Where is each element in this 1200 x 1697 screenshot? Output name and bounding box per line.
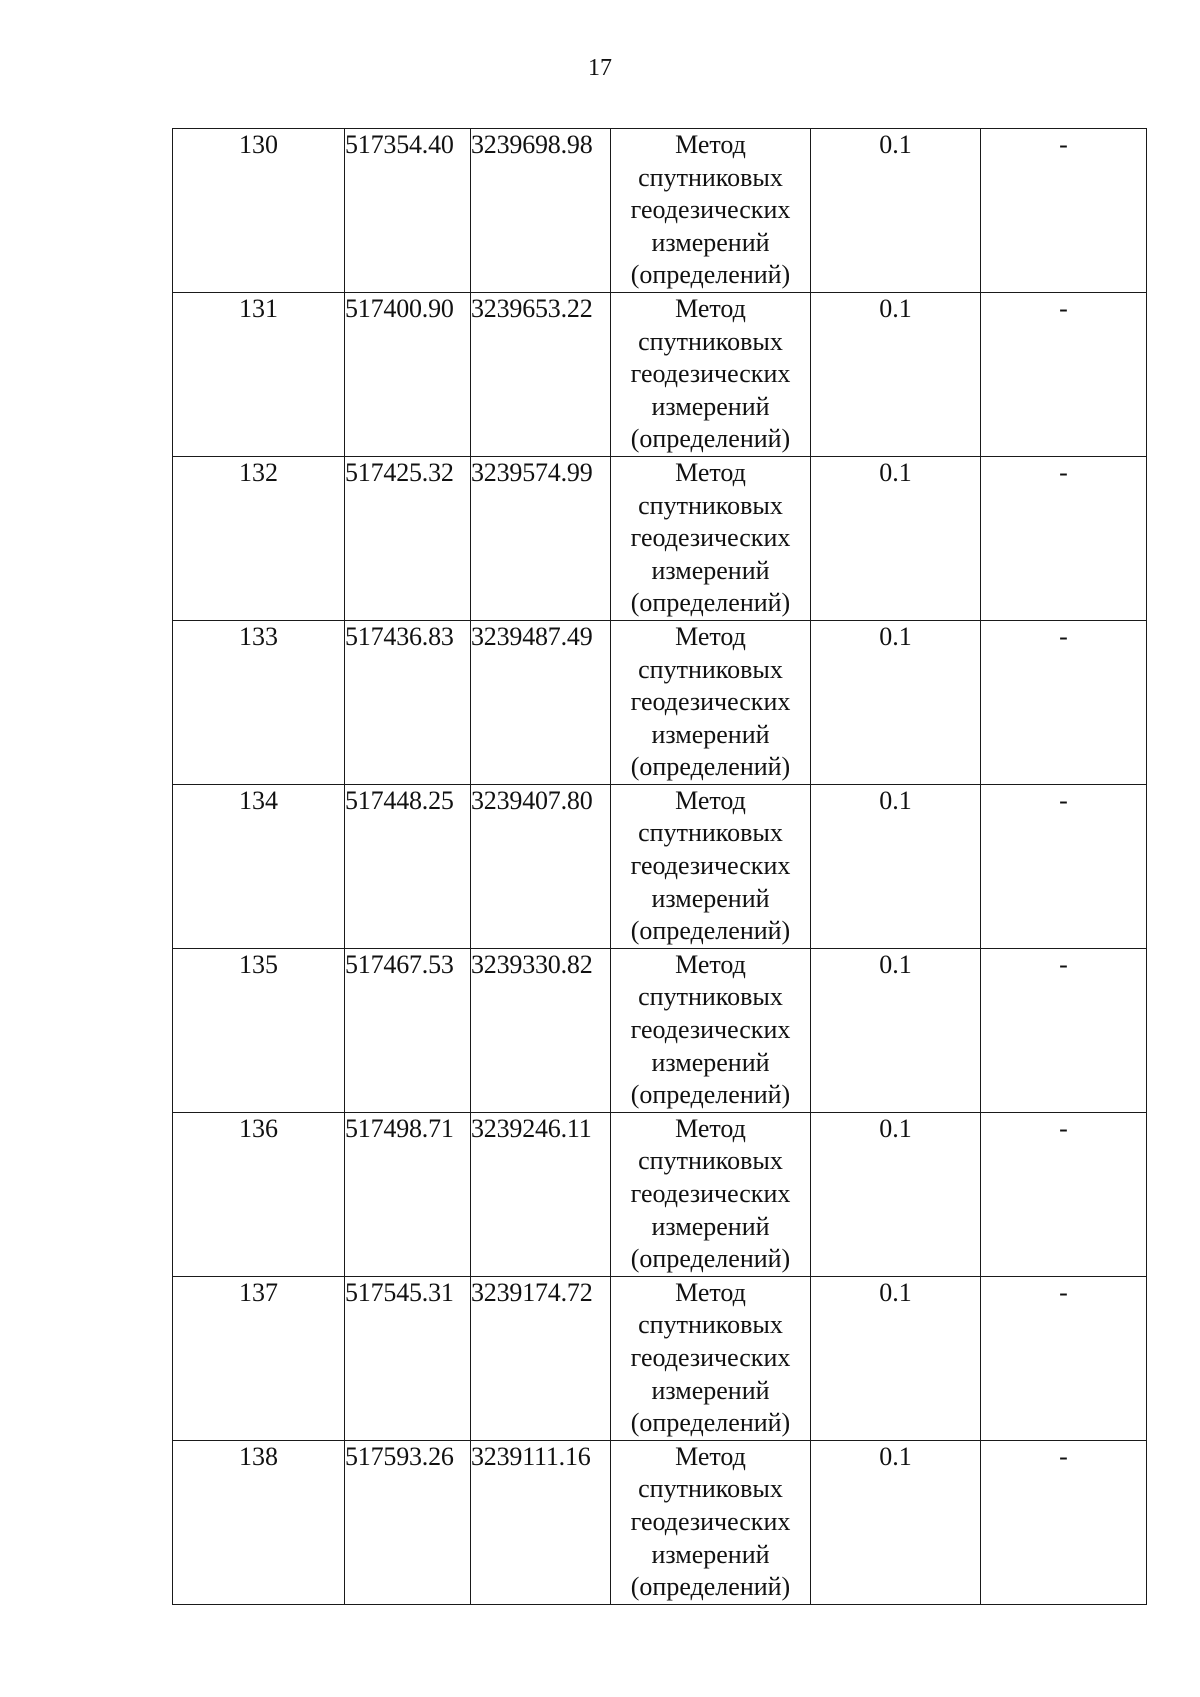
extra-cell: - — [981, 1440, 1147, 1604]
y-coordinate-cell: 3239330.82 — [471, 948, 611, 1112]
method-line: Метод — [675, 293, 746, 323]
y-coordinate-cell: 3239653.22 — [471, 292, 611, 456]
method-line: геодезических — [630, 1015, 791, 1045]
point-number-cell: 131 — [173, 292, 345, 456]
method-line: измерений — [651, 555, 770, 585]
method-line: геодезических — [630, 359, 791, 389]
method-line: спутниковых — [638, 1310, 783, 1340]
x-coordinate-cell: 517467.53 — [345, 948, 471, 1112]
method-line: (определений) — [630, 1572, 791, 1602]
x-coordinate-cell: 517448.25 — [345, 784, 471, 948]
table-row — [173, 456, 1147, 620]
method-line: Метод — [675, 1441, 746, 1471]
method-line: измерений — [651, 391, 770, 421]
method-line: Метод — [675, 457, 746, 487]
table-row — [173, 1440, 1147, 1604]
method-line: Метод — [675, 130, 746, 159]
method-line: (определений) — [630, 752, 791, 782]
table-row — [173, 784, 1147, 948]
y-coordinate-cell: 3239698.98 — [471, 129, 611, 293]
x-coordinate-cell: 517425.32 — [345, 456, 471, 620]
method-line: Метод — [675, 785, 746, 815]
accuracy-cell: 0.1 — [811, 1112, 981, 1276]
method-line: Метод — [675, 1113, 746, 1143]
method-cell — [611, 1440, 811, 1604]
y-coordinate-cell: 3239174.72 — [471, 1276, 611, 1440]
method-line: геодезических — [630, 1179, 791, 1208]
method-line: геодезических — [630, 523, 791, 553]
method-line: измерений — [651, 1375, 770, 1405]
point-number-cell: 132 — [173, 456, 345, 620]
point-number-cell: 138 — [173, 1440, 345, 1604]
extra-cell: - — [981, 1276, 1147, 1440]
accuracy-cell: 0.1 — [811, 292, 981, 456]
method-line: (определений) — [630, 260, 791, 290]
method-cell — [611, 456, 811, 620]
point-number-cell: 135 — [173, 948, 345, 1112]
method-line: (определений) — [630, 1408, 791, 1438]
method-line: измерений — [651, 1047, 770, 1077]
accuracy-cell: 0.1 — [811, 1440, 981, 1604]
table-body — [173, 129, 1147, 1605]
y-coordinate-cell: 3239487.49 — [471, 620, 611, 784]
y-coordinate-cell: 3239407.80 — [471, 784, 611, 948]
point-number-cell: 134 — [173, 784, 345, 948]
y-coordinate-cell: 3239111.16 — [471, 1440, 611, 1604]
method-cell — [611, 620, 811, 784]
method-line: спутниковых — [638, 1146, 783, 1176]
method-cell — [611, 784, 811, 948]
method-line: (определений) — [630, 916, 791, 946]
accuracy-cell: 0.1 — [811, 129, 981, 293]
y-coordinate-cell: 3239246.11 — [471, 1112, 611, 1276]
table-row — [173, 1112, 1147, 1276]
method-line: геодезических — [630, 195, 791, 225]
x-coordinate-cell: 517354.40 — [345, 129, 471, 293]
method-line: (определений) — [630, 424, 791, 454]
method-cell — [611, 1276, 811, 1440]
point-number-cell: 136 — [173, 1112, 345, 1276]
method-cell — [611, 1112, 811, 1276]
y-coordinate-cell: 3239574.99 — [471, 456, 611, 620]
method-line: измерений — [651, 1539, 770, 1569]
method-cell — [611, 948, 811, 1112]
method-line: Метод — [675, 1277, 746, 1307]
method-line: спутниковых — [638, 818, 783, 848]
extra-cell: - — [981, 620, 1147, 784]
method-line: измерений — [651, 1211, 770, 1241]
method-line: (определений) — [630, 1244, 791, 1274]
method-line: спутниковых — [638, 490, 783, 520]
accuracy-cell: 0.1 — [811, 948, 981, 1112]
method-line: Метод — [675, 949, 746, 979]
method-line: геодезических — [630, 1342, 791, 1372]
extra-cell: - — [981, 948, 1147, 1112]
x-coordinate-cell: 517400.90 — [345, 292, 471, 456]
x-coordinate-cell: 517593.26 — [345, 1440, 471, 1604]
extra-cell: - — [981, 1112, 1147, 1276]
accuracy-cell: 0.1 — [811, 456, 981, 620]
x-coordinate-cell: 517498.71 — [345, 1112, 471, 1276]
point-number-cell: 130 — [173, 129, 345, 293]
method-line: геодезических — [630, 851, 791, 881]
accuracy-cell: 0.1 — [811, 1276, 981, 1440]
method-line: измерений — [651, 719, 770, 749]
page-number: 17 — [588, 55, 612, 81]
method-line: (определений) — [630, 1080, 791, 1110]
accuracy-cell: 0.1 — [811, 784, 981, 948]
method-cell — [611, 129, 811, 293]
x-coordinate-cell: 517545.31 — [345, 1276, 471, 1440]
table-row — [173, 292, 1147, 456]
method-line: спутниковых — [638, 982, 783, 1012]
extra-cell: - — [981, 129, 1147, 293]
table-row — [173, 948, 1147, 1112]
method-line: геодезических — [630, 1506, 791, 1536]
method-line: измерений — [651, 883, 770, 913]
method-line: Метод — [675, 621, 746, 651]
method-line: измерений — [651, 227, 770, 257]
method-line: спутниковых — [638, 326, 783, 356]
method-line: спутниковых — [638, 654, 783, 684]
coordinates-table — [172, 128, 1147, 1605]
table-row — [173, 129, 1147, 293]
point-number-cell: 133 — [173, 620, 345, 784]
point-number-cell: 137 — [173, 1276, 345, 1440]
accuracy-cell: 0.1 — [811, 620, 981, 784]
x-coordinate-cell: 517436.83 — [345, 620, 471, 784]
method-line: спутниковых — [638, 1474, 783, 1504]
extra-cell: - — [981, 292, 1147, 456]
table-row — [173, 1276, 1147, 1440]
extra-cell: - — [981, 456, 1147, 620]
method-cell — [611, 292, 811, 456]
method-line: спутниковых — [638, 162, 783, 192]
table-row — [173, 620, 1147, 784]
method-line: геодезических — [630, 687, 791, 717]
extra-cell: - — [981, 784, 1147, 948]
method-line: (определений) — [630, 588, 791, 618]
